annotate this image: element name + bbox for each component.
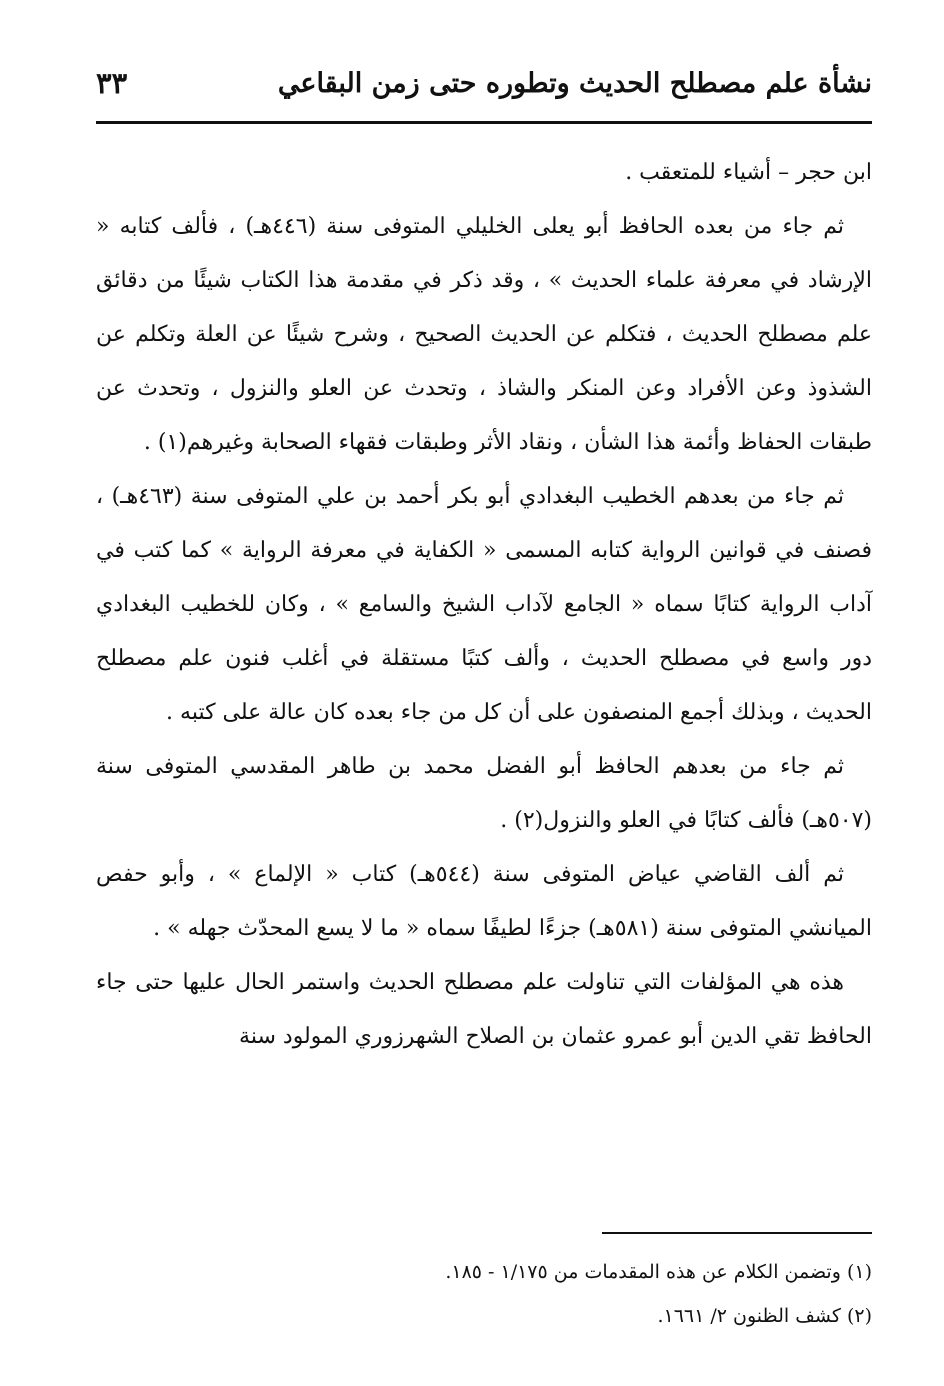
paragraph-iyad: ثم ألف القاضي عياض المتوفى سنة (٥٤٤هـ) كتاب « الإلماع » ، وأبو حفص الميانشي المتوفى سنة (٥٨١هـ) جزءًا لطيفًا سماه « ما لا يسع المحدّث جهله » . [96, 862, 872, 941]
header-divider [96, 121, 872, 124]
footnote-1: (١) وتضمن الكلام عن هذه المقدمات من ١/١٧٥ - ١٨٥. [445, 1261, 872, 1283]
footnote-2: (٢) كشف الظنون ٢/ ١٦٦١. [657, 1305, 872, 1327]
running-header [96, 62, 872, 116]
footnote-divider [602, 1232, 872, 1234]
main-text [96, 146, 872, 1064]
footnotes [96, 1250, 872, 1338]
paragraph-maqdisi: ثم جاء من بعدهم الحافظ أبو الفضل محمد بن طاهر المقدسي المتوفى سنة (٥٠٧هـ) فألف كتابًا في العلو والنزول(٢) . [96, 754, 872, 833]
paragraph-khatib: ثم جاء من بعدهم الخطيب البغدادي أبو بكر أحمد بن علي المتوفى سنة (٤٦٣هـ) ، فصنف في قوانين الرواية كتابه المسمى « الكفاية في معرفة الرواية » كما كتب في آداب الرواية كتابًا سماه « الجامع لآداب الشيخ والسامع » ، وكان للخطيب البغدادي دور واسع في مصطلح الحديث ، وألف كتبًا مستقلة في أغلب فنون علم مصطلح الحديث ، وبذلك أجمع المنصفون على أن كل من جاء بعده كان عالة على كتبه . [96, 484, 872, 725]
paragraph-continuation: ابن حجر – أشياء للمتعقب . [625, 160, 872, 185]
paragraph-ibn-salah: هذه هي المؤلفات التي تناولت علم مصطلح الحديث واستمر الحال عليها حتى جاء الحافظ تقي الدين أبو عمرو عثمان بن الصلاح الشهرزوري المولود سنة [96, 970, 872, 1049]
page-number: ٣٣ [96, 66, 128, 100]
paragraph-khalili: ثم جاء من بعده الحافظ أبو يعلى الخليلي المتوفى سنة (٤٤٦هـ) ، فألف كتابه « الإرشاد في معرفة علماء الحديث » ، وقد ذكر في مقدمة هذا الكتاب شيئًا من دقائق علم مصطلح الحديث ، فتكلم عن الحديث الصحيح ، وشرح شيئًا عن العلة وتكلم عن الشذوذ وعن الأفراد وعن المنكر والشاذ ، وتحدث عن العلو والنزول ، وتحدث عن طبقات الحفاظ وأئمة هذا الشأن ، ونقاد الأثر وطبقات فقهاء الصحابة وغيرهم(١) . [96, 214, 872, 455]
running-title: نشأة علم مصطلح الحديث وتطوره حتى زمن البقاعي [277, 68, 872, 99]
